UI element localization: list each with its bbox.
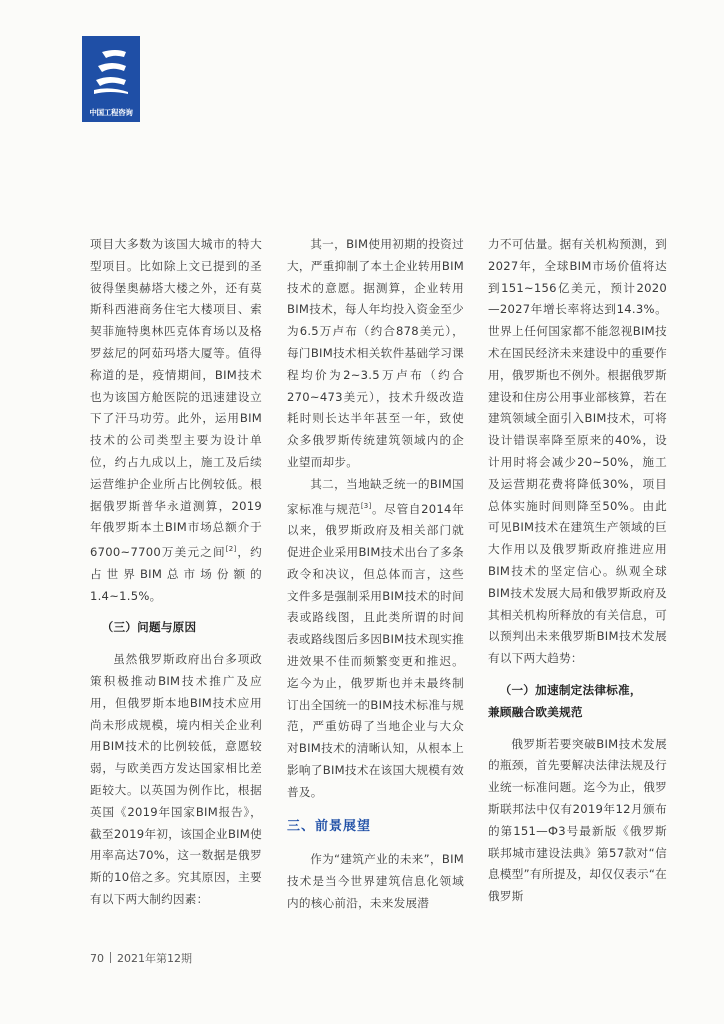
publication-logo: [82, 36, 140, 122]
paragraph: 项目大多数为该国大城市的特大型项目。比如除上文已提到的圣彼得堡奥赫塔大楼之外，还有莫斯科西港商务住宅大楼项目、索契菲施特奥林匹克体育场以及格罗兹尼的阿茹玛塔大厦等。值得称道的是，疫情期间，BIM技术也为该国方舱医院的迅速建设立下了汗马功劳。此外，运用BIM技术的公司类型主要为设计单位，约占九成以上，施工及后续运营维护企业所占比例较低。根据俄罗斯普华永道测算，2019年俄罗斯本土BIM市场总额介于6700~7700万美元之间[2]，约占世界BIM总市场份额的1.4~1.5%。: [90, 237, 262, 603]
page-number: 70: [90, 952, 104, 965]
column-2: [287, 234, 464, 915]
paragraph: 虽然俄罗斯政府出台多项政策积极推动BIM技术推广及应用，但俄罗斯本地BIM技术应用尚未形成规模，境内相关企业利用BIM技术的比例较低，意愿较弱，与欧美西方发达国家相比差距较大。以英国为例作比，根据英国《2019年国家BIM报告》，截至2019年初，该国企业BIM使用率高达70%，这一数据是俄罗斯的10倍之多。究其原因，主要有以下两大制约因素：: [90, 652, 262, 906]
issue-label: 2021年第12期: [117, 952, 192, 965]
citation-ref: [2]: [225, 545, 237, 554]
paragraph: 力不可估量。据有关机构预测，到2027年，全球BIM市场价值将达到151~156亿美元，预计2020—2027年增长率将达到14.3%。世界上任何国家都不能忽视BIM技术在国民经济未来建设中的重要作用，俄罗斯也不例外。根据俄罗斯建设和住房公用事业部核算，若在建筑领域全面引入BIM技术，可将设计错误率降至原来的40%，设计用时将会减少20~50%，施工及运营期花费将降低30%，项目总体实施时间则降至50%。由此可见BIM技术在建筑生产领域的巨大作用以及俄罗斯政府推进应用BIM技术的坚定信心。纵观全球BIM技术发展大局和俄罗斯政府及其相关机构所释放的有关信息，可以预判出未来俄罗斯BIM技术发展有以下两大趋势：: [488, 237, 667, 666]
citation-ref: [3]: [360, 501, 372, 510]
paragraph: 俄罗斯若要突破BIM技术发展的瓶颈，首先要解决法律法规及行业统一标准问题。迄今为止，俄罗斯联邦法中仅有2019年12月颁布的第151—Ф3号最新版《俄罗斯联邦城市建设法典》第57款对“信息模型”有所提及，却仅仅表示“在俄罗斯: [488, 736, 667, 904]
divider: [110, 952, 111, 963]
paragraph: 作为“建筑产业的未来”，BIM技术是当今世界建筑信息化领域内的核心前沿，未来发展潜: [287, 852, 464, 910]
column-1: [90, 234, 262, 911]
section-heading: 三、前景展望: [287, 818, 372, 834]
subsection-heading: （一）加速制定法律标准， 兼顾融合欧美规范: [488, 682, 642, 719]
logo-text: 中国工程咨询: [89, 108, 133, 117]
column-3: [488, 234, 667, 908]
paragraph: 其二，当地缺乏统一的BIM国家标准与规范[3]。尽管自2014年以来，俄罗斯政府及相关部门就促进企业采用BIM技术出台了多条政令和决议，但总体而言，这些文件多是强制采用BIM技术的时间表或路线图，且此类所谓的时间表或路线图后多因BIM技术现实推进效果不佳而频繁变更和推迟。迄今为止，俄罗斯也并未最终制订出全国统一的BIM技术标准与规范，严重妨碍了当地企业与大众对BIM技术的清晰认知，从根本上影响了BIM技术在该国大规模有效普及。: [287, 476, 464, 799]
subsection-heading: （三）问题与原因: [101, 620, 197, 635]
paragraph: 其一，BIM使用初期的投资过大，严重抑制了本土企业转用BIM技术的意愿。据测算，企业转用BIM技术，每人年均投入资金至少为6.5万卢布（约合878美元），每门BIM技术相关软件基础学习课程均价为2~3.5万卢布（约合270~473美元），技术升级改造耗时则长达半年甚至一年，致使众多俄罗斯传统建筑领域内的企业望而却步。: [287, 237, 464, 469]
page-footer: [90, 950, 192, 966]
logo-mark-icon: [92, 46, 130, 98]
